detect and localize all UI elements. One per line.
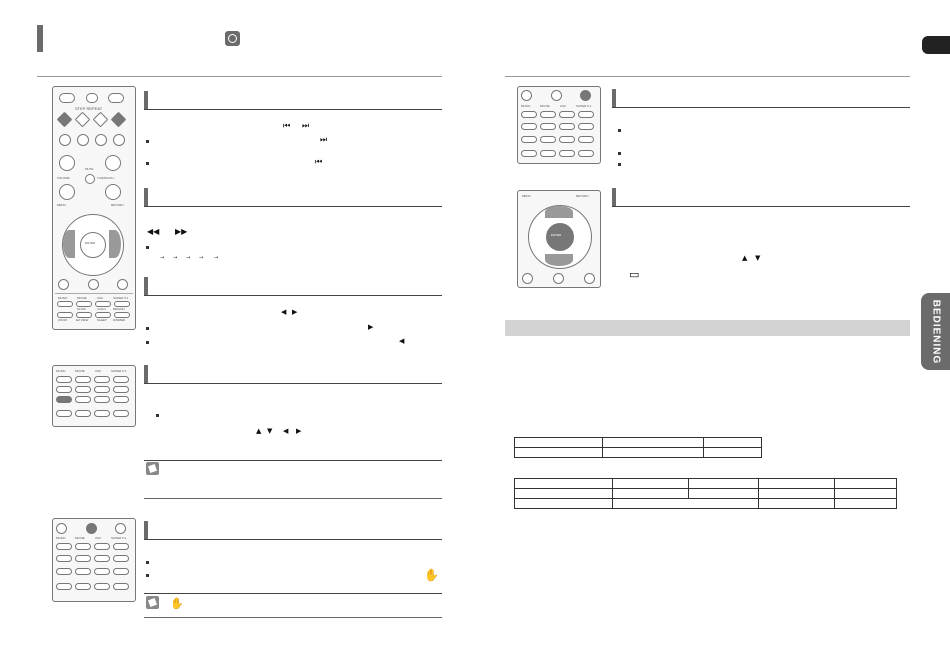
bullet [156, 414, 159, 417]
section-5-marker [144, 521, 148, 539]
bullet [146, 327, 149, 330]
remote-label-super: SUPER 5.1 [113, 296, 129, 300]
remote-button [94, 410, 110, 417]
remote-label-asc: ASC [95, 536, 102, 540]
down-arrow-icon: ▼ [267, 427, 273, 435]
remote-button-skip-fwd [111, 112, 127, 128]
remote-button [522, 273, 533, 284]
remote-illustration-logo [52, 518, 136, 602]
remote-label-movie: MOVIE [77, 296, 87, 300]
remote-button-mute [85, 174, 95, 184]
bullet [618, 152, 621, 155]
remote-button [521, 150, 537, 157]
skip-back-icon: ⏮ [315, 157, 323, 166]
remote-button [521, 90, 532, 101]
page-corner-tab [922, 36, 950, 54]
subtitle-icon: ▭ [629, 268, 640, 281]
bullet [146, 341, 149, 344]
arrow-icon: → [186, 255, 191, 261]
arrow-icon: → [173, 255, 178, 261]
note-rule-top [144, 460, 442, 461]
right-section-2-rule [612, 206, 910, 207]
table-row [515, 448, 762, 458]
remote-button-b [88, 279, 99, 290]
remote-button-zoom-highlight [56, 396, 72, 403]
section-4-marker [144, 365, 148, 383]
remote-button [94, 555, 110, 562]
remote-button [578, 150, 594, 157]
remote-button-row1-a [57, 301, 73, 307]
remote-button-open [108, 93, 124, 103]
remote-label-music: MUSIC [56, 536, 66, 540]
remote-label-logo: LOGO [97, 307, 106, 311]
remote-button [559, 111, 575, 118]
remote-button-vol-down [59, 184, 75, 200]
remote-button [113, 583, 129, 590]
remote-button [540, 136, 556, 143]
header-rule-right [505, 76, 910, 77]
down-arrow-icon: ▼ [755, 254, 761, 262]
section-header-band [505, 320, 910, 336]
remote-label-super: SUPER 5.1 [576, 104, 592, 108]
remote-label-zoom: ZOOM [58, 318, 67, 322]
section-3-rule [144, 295, 442, 296]
section-2-rule [144, 206, 442, 207]
remote-button [56, 410, 72, 417]
arrow-icon: → [160, 255, 165, 261]
bullet [146, 561, 149, 564]
remote-label-asc: ASC [95, 369, 102, 373]
table-row [515, 499, 897, 509]
remote-button-stop [77, 134, 89, 146]
table-row [515, 479, 897, 489]
header-bar-marker [37, 25, 43, 52]
remote-label-dimmer: DIMMER [113, 318, 126, 322]
remote-button [553, 273, 564, 284]
remote-illustration-main [52, 86, 136, 330]
remote-button [56, 386, 72, 393]
remote-button [540, 150, 556, 157]
remote-button [540, 123, 556, 130]
remote-button [551, 90, 562, 101]
remote-illustration-dpad [517, 190, 601, 288]
remote-label-movie: MOVIE [75, 536, 85, 540]
hand-icon: ✋ [424, 568, 439, 582]
remote-label-mute: MUTE [85, 167, 94, 171]
remote-button-ch-down [105, 184, 121, 200]
remote-button [75, 583, 91, 590]
bullet [146, 140, 149, 143]
remote-button [578, 136, 594, 143]
remote-dpad-up-highlight [545, 206, 573, 218]
right-section-1-marker [612, 89, 616, 107]
remote-button [75, 555, 91, 562]
left-arrow-icon: ◀ [281, 308, 287, 316]
skip-forward-icon: ⏭ [320, 135, 328, 144]
remote-bottom-panel [55, 293, 133, 328]
remote-label-return: RETURN [111, 203, 124, 207]
remote-button-mode [86, 93, 98, 103]
remote-illustration-zoom [52, 365, 136, 427]
remote-label-ez-view: EZ VIEW [76, 318, 89, 322]
remote-button [94, 543, 110, 550]
remote-button [521, 111, 537, 118]
disc-type-icon [225, 31, 240, 46]
remote-button-highlight [580, 90, 591, 101]
bullet [618, 163, 621, 166]
side-tab-label: BEDIENING [930, 299, 941, 364]
remote-button-step-left [75, 112, 91, 128]
remote-label-tuning: TUNING/CH [97, 176, 114, 180]
section-5-rule [144, 539, 442, 540]
rewind-icon: ◀◀ [147, 227, 160, 236]
hand-icon: ✋ [170, 597, 184, 610]
note-2-rule-top [144, 593, 442, 594]
remote-button [56, 543, 72, 550]
remote-label-music: MUSIC [521, 104, 531, 108]
remote-dpad-left-highlight [63, 230, 75, 258]
arrow-icon: → [199, 255, 204, 261]
remote-button [113, 555, 129, 562]
bullet [146, 162, 149, 165]
remote-label-movie: MOVIE [75, 369, 85, 373]
remote-label-enter: ENTER [85, 241, 96, 245]
remote-label-movie: MOVIE [540, 104, 550, 108]
remote-button [113, 543, 129, 550]
remote-button-step-right [93, 112, 109, 128]
skip-forward-icon: ⏭ [302, 121, 310, 130]
remote-button-c [117, 279, 128, 290]
remote-button [94, 568, 110, 575]
remote-button-skip-back [57, 112, 73, 128]
remote-button [113, 410, 129, 417]
remote-button-play [95, 134, 107, 146]
note-2-rule-bottom [144, 617, 442, 618]
remote-button [115, 523, 126, 534]
remote-label-music: MUSIC [58, 296, 68, 300]
remote-button [521, 136, 537, 143]
remote-button-pause [59, 134, 71, 146]
remote-button-a [58, 279, 69, 290]
remote-button [559, 136, 575, 143]
table-row [515, 489, 897, 499]
note-icon [146, 462, 159, 475]
remote-button-vol-up [59, 155, 75, 171]
remote-illustration-right-top [517, 86, 601, 164]
remote-button [94, 376, 110, 383]
remote-label-asc: ASC [560, 104, 567, 108]
right-section-1-rule [612, 107, 910, 108]
section-4-rule [144, 383, 442, 384]
remote-label-super: SUPER 5.1 [111, 536, 127, 540]
remote-button [94, 396, 110, 403]
skip-back-icon: ⏮ [283, 121, 291, 130]
remote-label-menu: MENU [522, 194, 531, 198]
bullet [146, 246, 149, 249]
remote-button [75, 386, 91, 393]
remote-button [521, 123, 537, 130]
section-1-rule [144, 109, 442, 110]
remote-button-ch-up [105, 155, 121, 171]
remote-button [540, 111, 556, 118]
right-arrow-icon: ▶ [368, 323, 374, 331]
remote-button [75, 543, 91, 550]
remote-button [578, 111, 594, 118]
header-rule-left [37, 76, 442, 77]
side-tab-bediening [921, 293, 950, 370]
remote-button [56, 568, 72, 575]
remote-button [113, 386, 129, 393]
remote-button-highlight [86, 523, 97, 534]
remote-button-next [113, 134, 125, 146]
left-arrow-icon: ◀ [399, 337, 405, 345]
bullet [618, 129, 621, 132]
table-1 [514, 437, 762, 458]
remote-label-asc: ASC [97, 296, 104, 300]
right-arrow-icon: ▶ [296, 427, 302, 435]
remote-label-slow: SLOW [77, 307, 86, 311]
remote-button [75, 410, 91, 417]
fast-forward-icon: ▶▶ [175, 227, 188, 236]
remote-label-enter: ENTER [551, 233, 562, 237]
remote-label-return: RETURN [576, 194, 589, 198]
remote-button [56, 376, 72, 383]
note-rule-bottom [144, 498, 442, 499]
remote-button [113, 396, 129, 403]
remote-button [56, 523, 67, 534]
remote-button [94, 386, 110, 393]
remote-label-volume: VOLUME [57, 176, 70, 180]
right-arrow-icon: ▶ [292, 308, 298, 316]
left-arrow-icon: ◀ [283, 427, 289, 435]
remote-label-super: SUPER 5.1 [111, 369, 127, 373]
table-2 [514, 478, 897, 509]
up-arrow-icon: ▲ [742, 254, 748, 262]
remote-label-remain: REMAIN [113, 307, 125, 311]
note-icon [146, 596, 159, 609]
remote-label-step-repeat: STEP REPEAT [75, 106, 103, 111]
table-row [515, 438, 762, 448]
remote-label-sleep: SLEEP [97, 318, 107, 322]
section-1-marker [144, 91, 148, 109]
bullet [146, 574, 149, 577]
remote-button [584, 273, 595, 284]
arrow-icon: → [214, 255, 219, 261]
remote-button [56, 583, 72, 590]
remote-button [559, 123, 575, 130]
remote-label-menu: MENU [57, 203, 66, 207]
remote-button [56, 555, 72, 562]
section-3-marker [144, 277, 148, 295]
remote-button [94, 583, 110, 590]
remote-button [113, 568, 129, 575]
remote-button-power [59, 93, 75, 103]
remote-dpad-down-highlight [545, 254, 573, 266]
up-arrow-icon: ▲ [256, 427, 262, 435]
remote-button [559, 150, 575, 157]
remote-enter-button [80, 232, 106, 258]
remote-button [578, 123, 594, 130]
right-section-2-marker [612, 188, 616, 206]
remote-button [75, 376, 91, 383]
remote-dpad-right-highlight [109, 230, 121, 258]
remote-enter-button [546, 223, 574, 251]
remote-button [75, 396, 91, 403]
remote-button [75, 568, 91, 575]
remote-label-music: MUSIC [56, 369, 66, 373]
remote-button [113, 376, 129, 383]
section-2-marker [144, 188, 148, 206]
